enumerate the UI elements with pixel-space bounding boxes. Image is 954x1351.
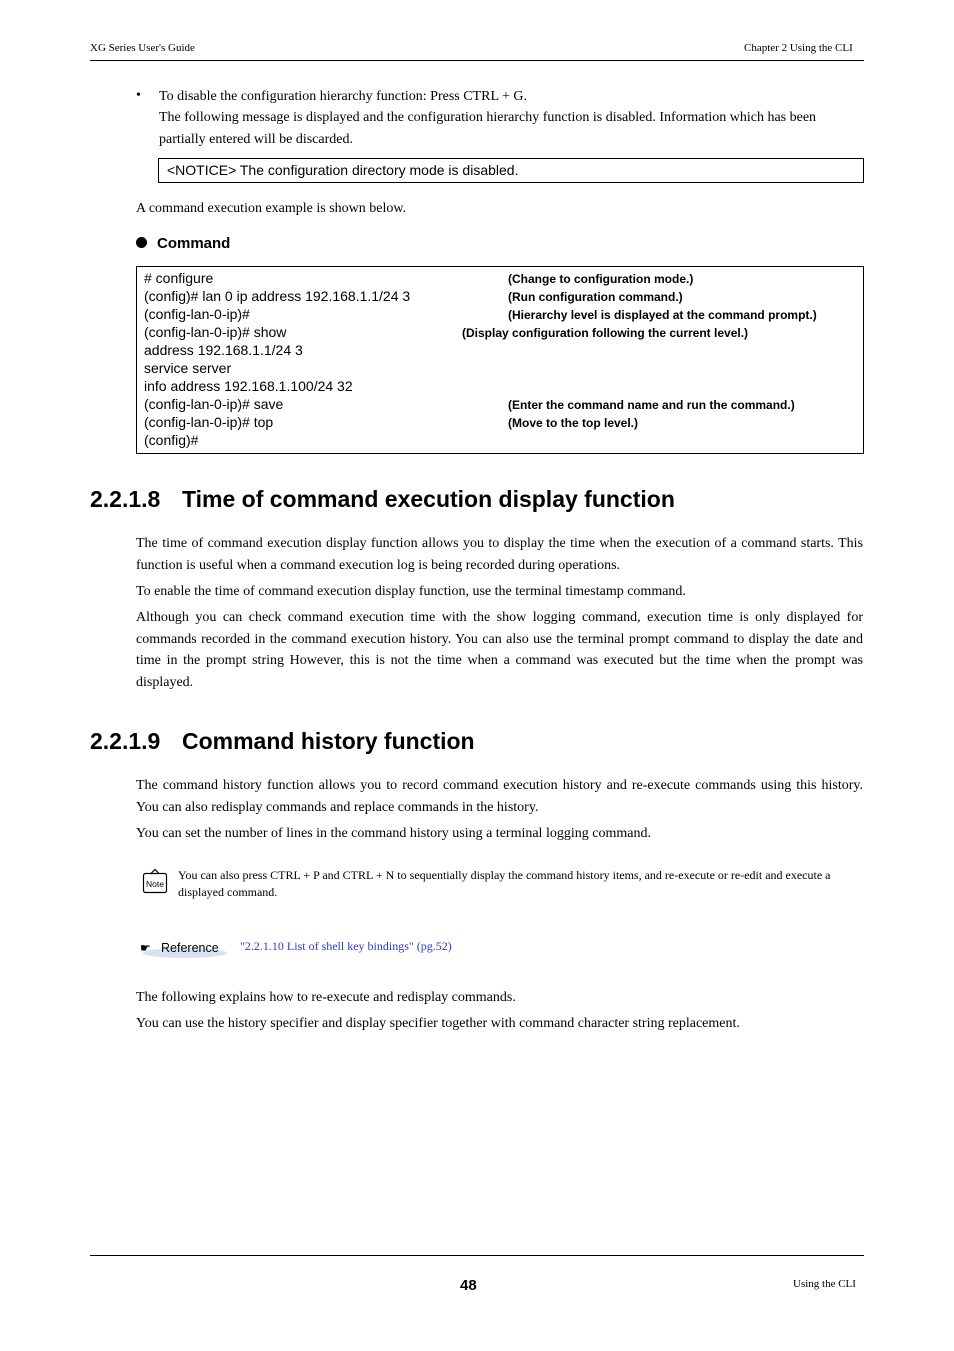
paragraph: The command history function allows you to record command execution history and re-execute commands using this history. You can also redisplay commands and replace commands in the history. xyxy=(136,778,863,815)
section-heading-2-2-1-9 xyxy=(90,728,475,755)
header-rule xyxy=(90,60,864,61)
example-intro: A command execution example is shown below. xyxy=(136,201,407,216)
command-line: info address 192.168.1.100/24 32 xyxy=(144,378,353,394)
note-icon xyxy=(142,868,168,894)
bullet-circle-icon xyxy=(136,237,147,248)
notice-box xyxy=(158,158,864,183)
command-line: (config)# xyxy=(144,432,199,448)
paragraph: The time of command execution display function allows you to display the time when the execution of a command starts. This function is useful when a command execution log is being recorded during operations. xyxy=(136,536,863,573)
section-title: Command history function xyxy=(182,728,475,754)
reference-icon xyxy=(139,938,229,960)
command-annotation: (Enter the command name and run the command.) xyxy=(508,398,795,412)
command-line: address 192.168.1.1/24 3 xyxy=(144,342,303,358)
command-heading xyxy=(136,235,230,252)
paragraph: Although you can check command execution time with the show logging command, execution time is only displayed for commands recorded in the command execution history. You can also use the terminal prompt command to display the date and time in the prompt string However, this is not the time when a command was executed but the time when the prompt was displayed. xyxy=(136,610,863,690)
paragraph: The following explains how to re-execute and redisplay commands. xyxy=(136,990,516,1005)
section-number: 2.2.1.9 xyxy=(90,728,161,754)
notice-text: <NOTICE> The configuration directory mode is disabled. xyxy=(167,162,519,178)
command-line: (config-lan-0-ip)# xyxy=(144,306,250,322)
note-icon-label: Note xyxy=(146,879,164,889)
command-annotation: (Display configuration following the current level.) xyxy=(462,326,749,340)
command-annotation: (Hierarchy level is displayed at the command prompt.) xyxy=(508,308,817,322)
page-number: 48 xyxy=(460,1277,477,1294)
command-line: (config-lan-0-ip)# top xyxy=(144,414,274,430)
command-line: (config-lan-0-ip)# save xyxy=(144,396,284,412)
reference-label: Reference xyxy=(161,941,219,955)
command-heading-label: Command xyxy=(157,235,231,252)
paragraph: You can use the history specifier and display specifier together with command character string replacement. xyxy=(136,1016,740,1031)
command-annotation: (Change to configuration mode.) xyxy=(508,272,694,286)
command-line: # configure xyxy=(144,270,214,286)
paragraph: You can set the number of lines in the command history using a terminal logging command. xyxy=(136,826,651,841)
command-annotation: (Move to the top level.) xyxy=(508,416,639,430)
command-line: service server xyxy=(144,360,232,376)
command-line: (config-lan-0-ip)# show xyxy=(144,324,287,340)
section-title: Time of command execution display function xyxy=(182,486,675,512)
reference-link[interactable]: "2.2.1.10 List of shell key bindings" (pg.52) xyxy=(240,939,452,953)
section-number: 2.2.1.8 xyxy=(90,486,161,512)
svg-text:☛: ☛ xyxy=(140,941,151,955)
header-guide-title: XG Series User's Guide xyxy=(90,42,195,54)
message-line-1: The following message is displayed and the configuration hierarchy function is disabled. Information which has been xyxy=(159,110,817,125)
command-example-box xyxy=(136,266,864,454)
footer-rule xyxy=(90,1255,864,1256)
message-line-2: partially entered will be discarded. xyxy=(159,132,353,147)
bullet-marker: • xyxy=(136,88,141,103)
command-line: (config)# lan 0 ip address 192.168.1.1/24 3 xyxy=(144,288,411,304)
section-heading-2-2-1-8 xyxy=(90,486,675,513)
paragraph: To enable the time of command execution display function, use the terminal timestamp command. xyxy=(136,584,686,599)
header-chapter-title: Chapter 2 Using the CLI xyxy=(744,42,853,54)
command-annotation: (Run configuration command.) xyxy=(508,290,683,304)
note-text: You can also press CTRL + P and CTRL + N to sequentially display the command history items, and re-execute or re-edit and execute a displayed command. xyxy=(178,868,831,899)
bullet-text: To disable the configuration hierarchy function: Press CTRL + G. xyxy=(159,89,527,104)
footer-chapter: Using the CLI xyxy=(793,1278,856,1290)
